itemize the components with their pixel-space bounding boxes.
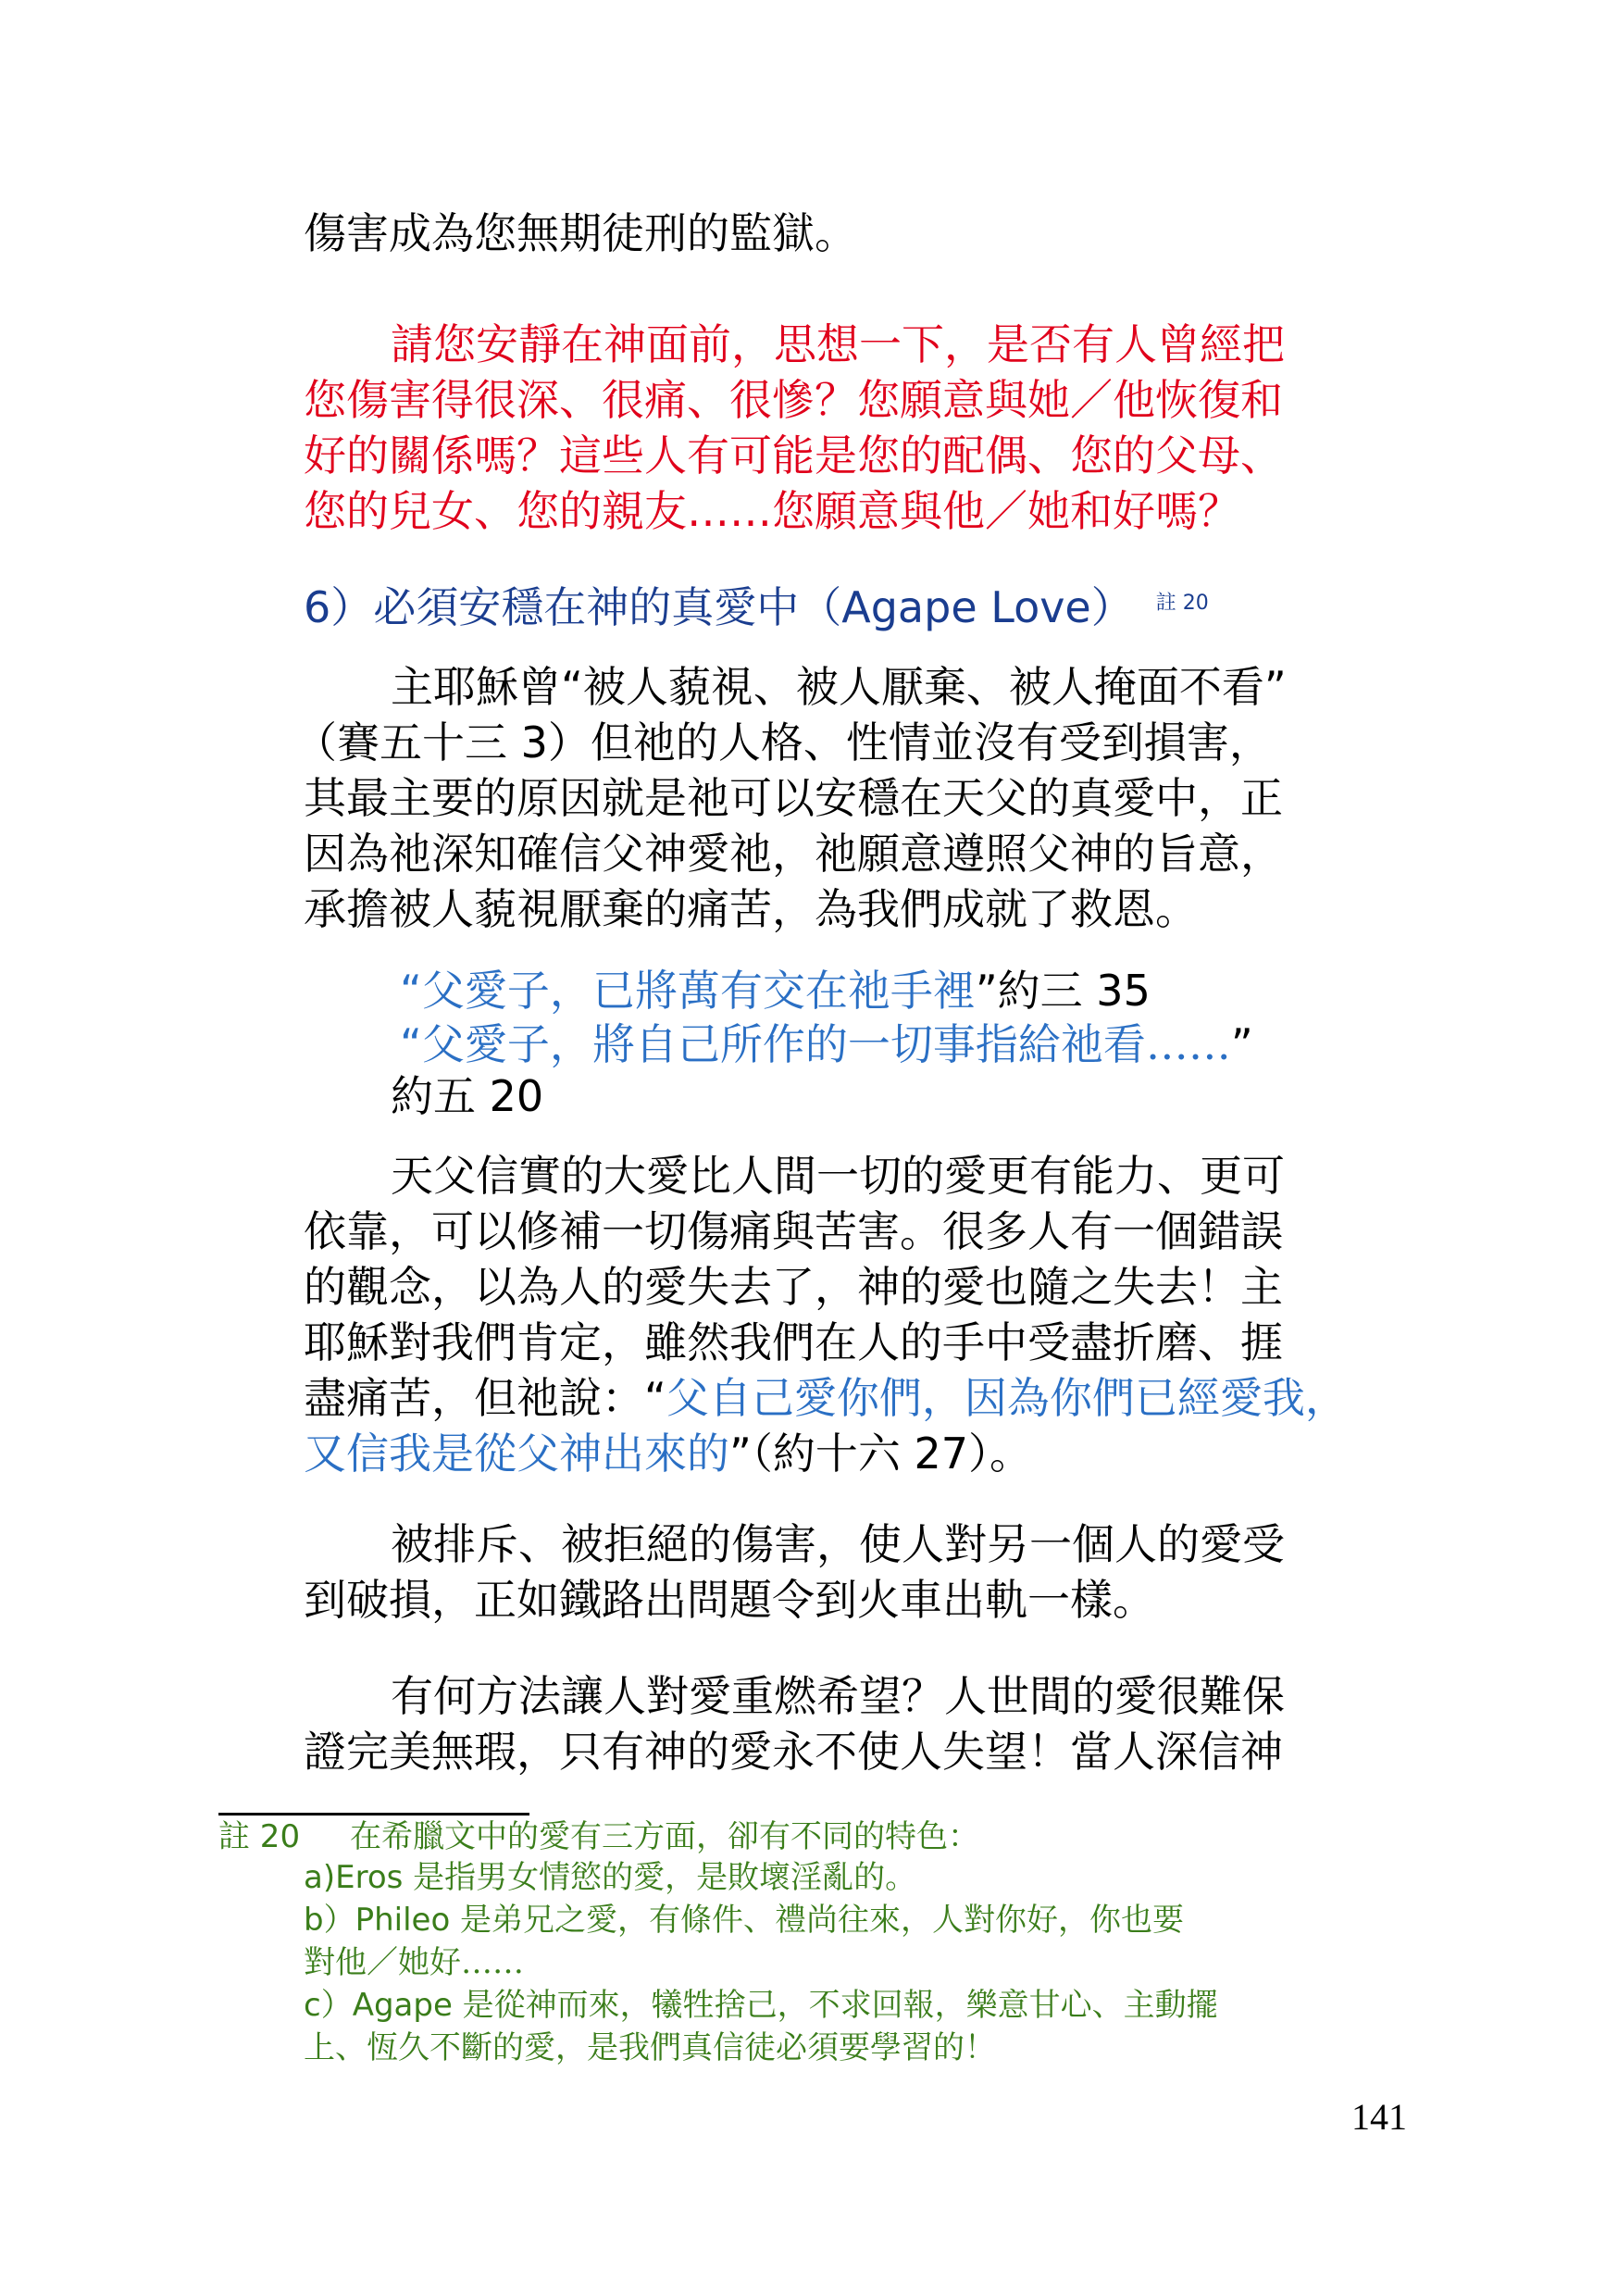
para1-line-4: 因為祂深知確信父神愛祂，祂願意遵照父神的旨意， <box>304 829 1283 879</box>
quote-2-text: 父愛子，將自己所作的一切事指給祂看…… <box>421 1019 1231 1069</box>
red-paragraph-line-1: 請您安靜在神面前，思想一下，是否有人曾經把 <box>391 319 1285 369</box>
para2-line-2: 依靠，可以修補一切傷痛與苦害。很多人有一個錯誤 <box>304 1206 1283 1256</box>
para1-line-3: 其最主要的原因就是祂可以安穩在天父的真愛中，正 <box>304 773 1283 823</box>
footnote-a-text: 是指男女情慾的愛，是敗壞淫亂的。 <box>403 1859 917 1896</box>
para1-quote: 被人藐視、被人厭棄、被人掩面不看 <box>582 662 1264 712</box>
para1-prefix: 主耶穌曾“ <box>391 662 583 712</box>
page-number: 141 <box>1351 2096 1407 2138</box>
footnote-c <box>304 1985 1218 2026</box>
para2-line-4: 耶穌對我們肯定，雖然我們在人的手中受盡折磨、捱 <box>304 1317 1283 1367</box>
para2-line5-quote: 父自己愛你們，因為你們已經愛我， <box>666 1373 1348 1423</box>
footnote-b <box>304 1900 1184 1940</box>
footnote-intro: 在希臘文中的愛有三方面，卻有不同的特色： <box>350 1818 979 1855</box>
para3-line-2: 到破損，正如鐵路出問題令到火車出軌一樣。 <box>304 1575 1155 1625</box>
para2-line-5 <box>304 1370 1396 1426</box>
footnote-b-cont: 對他／她好…… <box>304 1944 524 1981</box>
quote-1-text: 父愛子，已將萬有交在祂手裡 <box>421 966 976 1016</box>
para2-line-6 <box>304 1426 1396 1481</box>
quote-2-open: “ <box>400 1019 422 1069</box>
heading-text: 6）必須安穩在神的真愛中（Agape Love） <box>304 582 1134 632</box>
para1-line-1 <box>391 659 1483 715</box>
para1-suffix: ” <box>1263 662 1287 712</box>
footnote-a <box>304 1857 916 1898</box>
footnote-c-cont: 上、恆久不斷的愛，是我們真信徒必須要學習的！ <box>304 2029 996 2066</box>
quote-1-open: “ <box>400 966 422 1016</box>
section-heading <box>304 580 1396 635</box>
footnote-c-label: c）Agape <box>304 1987 453 2024</box>
para1-line-5: 承擔被人藐視厭棄的痛苦，為我們成就了救恩。 <box>304 884 1198 934</box>
footnote-ref: 註 20 <box>1155 592 1209 615</box>
para1-line-2: （賽五十三 3）但祂的人格、性情並沒有受到損害， <box>294 718 1272 767</box>
quote-1-close: ”約三 35 <box>975 966 1151 1016</box>
quote-2 <box>400 1017 1492 1072</box>
red-paragraph-line-2: 您傷害得很深、很痛、很慘？您願意與她／他恢復和 <box>304 375 1283 425</box>
footnote-divider <box>218 1813 529 1816</box>
red-paragraph-line-4: 您的兒女、您的親友……您願意與他／她和好嗎？ <box>304 486 1240 536</box>
footnote-c-text: 是從神而來，犧牲捨己，不求回報，樂意甘心、主動擺 <box>452 1987 1218 2024</box>
para2-line-1: 天父信實的大愛比人間一切的愛更有能力、更可 <box>391 1151 1285 1201</box>
quote-2-close: ” <box>1230 1019 1253 1069</box>
top-line: 傷害成為您無期徒刑的監獄。 <box>304 208 857 258</box>
quote-2-ref: 約五 20 <box>391 1071 544 1121</box>
para2-line6-quote: 又信我是從父神出來的 <box>304 1429 729 1479</box>
quote-1 <box>400 963 1492 1018</box>
footnote-b-text: 是弟兄之愛，有條件、禮尚往來，人對你好，你也要 <box>450 1902 1185 1939</box>
para2-line-3: 的觀念，以為人的愛失去了，神的愛也隨之失去！主 <box>304 1262 1283 1312</box>
para4-line-1: 有何方法讓人對愛重燃希望？人世間的愛很難保 <box>391 1671 1285 1721</box>
footnote-b-label: b）Phileo <box>304 1902 451 1939</box>
para2-line5-prefix: 盡痛苦，但祂說：“ <box>304 1373 666 1423</box>
footnote-a-label: a)Eros <box>304 1859 404 1896</box>
red-paragraph-line-3: 好的關係嗎？這些人有可能是您的配偶、您的父母、 <box>304 430 1283 480</box>
para2-line6-suffix: ”（約十六 27）。 <box>729 1429 1032 1479</box>
para3-line-1: 被排斥、被拒絕的傷害，使人對另一個人的愛受 <box>391 1519 1285 1569</box>
footnote-label: 註 20 <box>218 1818 301 1855</box>
para4-line-2: 證完美無瑕，只有神的愛永不使人失望！當人深信神 <box>304 1727 1283 1777</box>
